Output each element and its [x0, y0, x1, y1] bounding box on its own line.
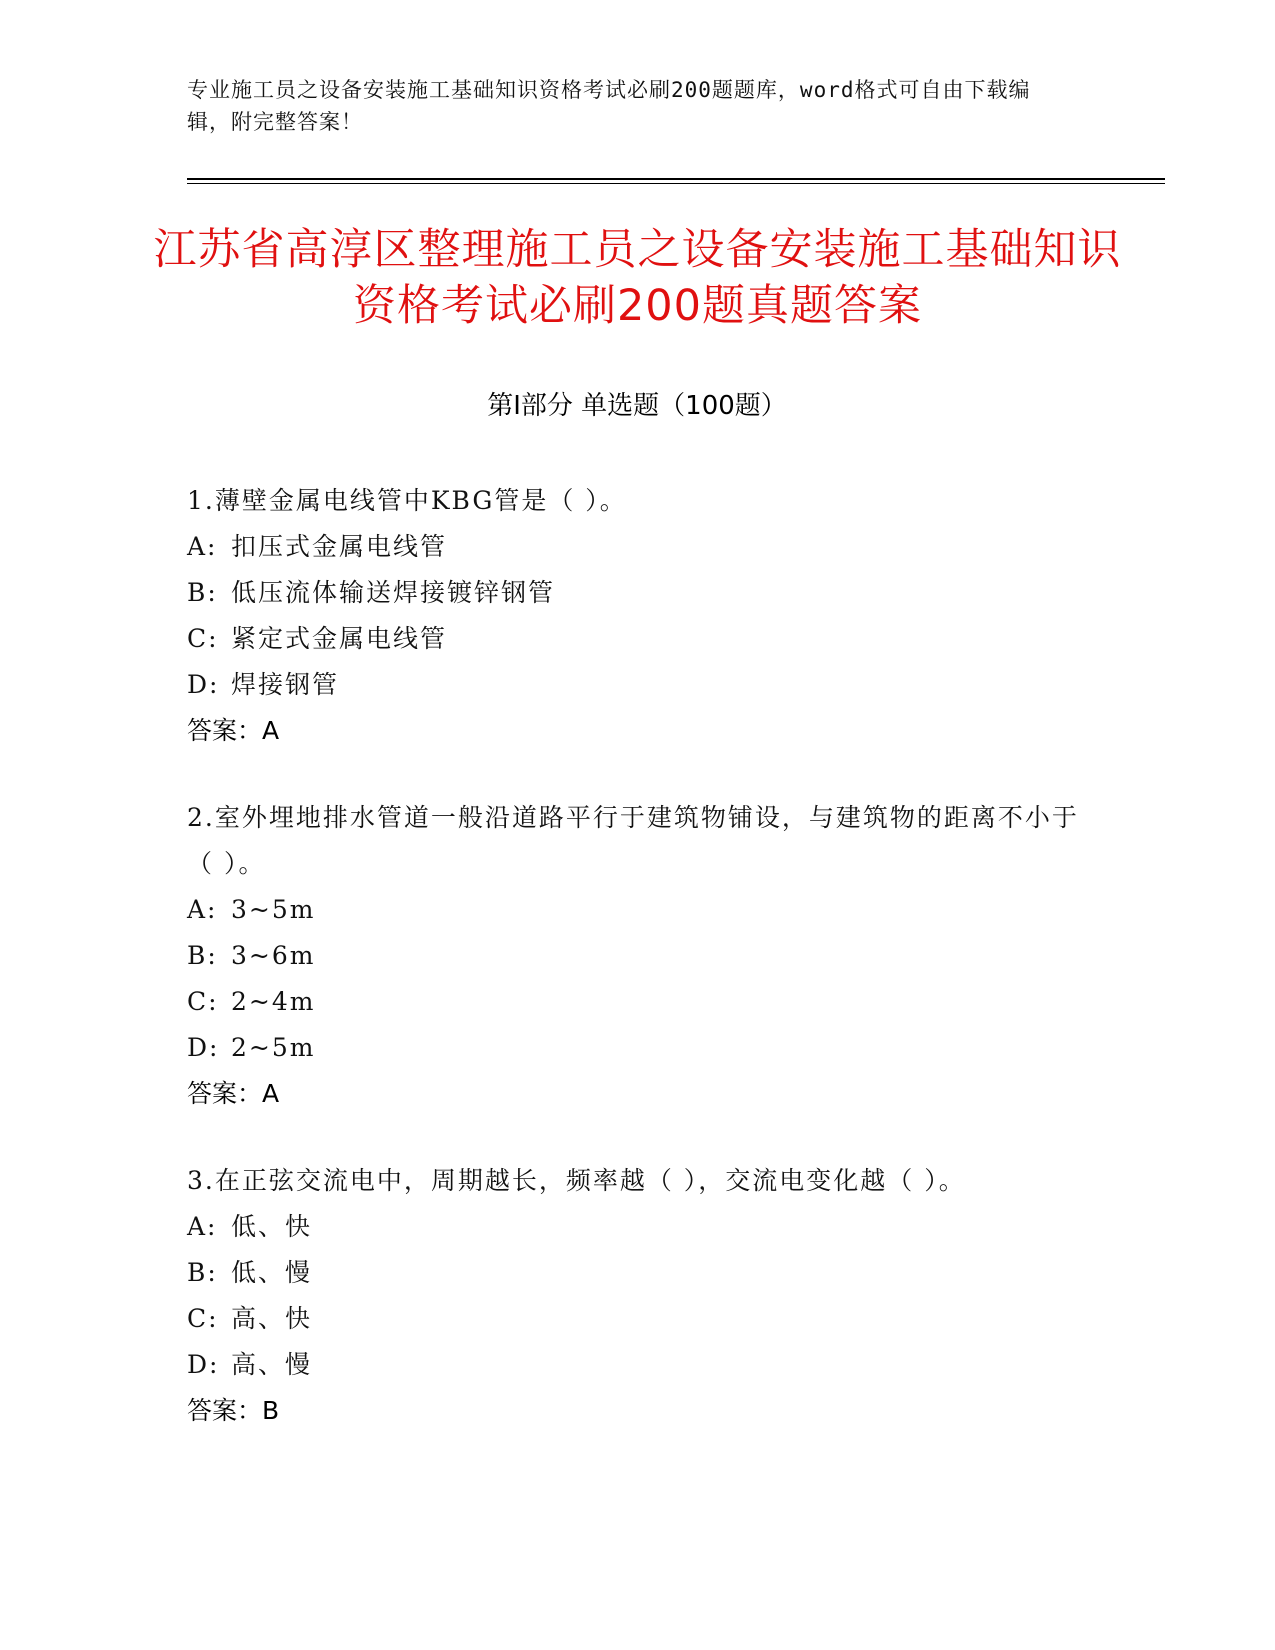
option-letter: A:	[187, 1212, 218, 1241]
question-stem: 2.室外埋地排水管道一般沿道路平行于建筑物铺设，与建筑物的距离不小于（ ）。	[187, 803, 1079, 878]
answer-value: A	[262, 716, 280, 745]
option-c	[187, 979, 1087, 1025]
option-letter: A:	[187, 895, 218, 924]
option-letter: D:	[187, 1350, 220, 1379]
answer-label: 答案：	[187, 716, 263, 745]
answer-label: 答案：	[187, 1396, 263, 1425]
option-text: 2~4m	[231, 987, 316, 1016]
answer-label: 答案：	[187, 1079, 263, 1108]
option-text: 低、慢	[231, 1258, 313, 1287]
option-text: 3~5m	[231, 895, 316, 924]
question-2	[187, 795, 1087, 1117]
option-letter: C:	[187, 987, 219, 1016]
option-letter: B:	[187, 578, 218, 607]
option-a	[187, 887, 1087, 933]
option-letter: C:	[187, 1304, 219, 1333]
option-a	[187, 1204, 1087, 1250]
option-d	[187, 1025, 1087, 1071]
option-b	[187, 933, 1087, 979]
option-letter: B:	[187, 941, 218, 970]
option-letter: D:	[187, 670, 220, 699]
option-text: 焊接钢管	[231, 670, 340, 699]
option-text: 低压流体输送焊接镀锌钢管	[231, 578, 556, 607]
question-1	[187, 478, 1087, 754]
answer-value: A	[262, 1079, 280, 1108]
header-rule-thick	[187, 178, 1165, 180]
option-c	[187, 616, 1087, 662]
option-b	[187, 570, 1087, 616]
option-d	[187, 1342, 1087, 1388]
option-text: 紧定式金属电线管	[231, 624, 448, 653]
answer-line	[187, 1388, 1087, 1434]
option-text: 扣压式金属电线管	[231, 532, 448, 561]
question-stem: 1.薄壁金属电线管中KBG管是（ ）。	[187, 486, 627, 515]
option-text: 3~6m	[231, 941, 316, 970]
option-text: 高、快	[231, 1304, 313, 1333]
option-letter: A:	[187, 532, 218, 561]
option-b	[187, 1250, 1087, 1296]
question-list	[187, 478, 1087, 1475]
answer-value: B	[262, 1396, 280, 1425]
header-note: 专业施工员之设备安装施工基础知识资格考试必刷200题题库，word格式可自由下载编辑，附完整答案！	[187, 78, 1031, 134]
header-rule-thin	[187, 183, 1165, 184]
document-title: 江苏省高淳区整理施工员之设备安装施工基础知识资格考试必刷200题真题答案	[153, 225, 1122, 331]
option-letter: B:	[187, 1258, 218, 1287]
question-stem: 3.在正弦交流电中，周期越长，频率越（ ），交流电变化越（ ）。	[187, 1166, 966, 1195]
section-title: 第Ⅰ部分 单选题（100题）	[487, 391, 787, 421]
question-3	[187, 1158, 1087, 1434]
option-letter: D:	[187, 1033, 220, 1062]
answer-line	[187, 1071, 1087, 1117]
option-d	[187, 662, 1087, 708]
option-text: 高、慢	[231, 1350, 313, 1379]
option-text: 2~5m	[231, 1033, 316, 1062]
option-c	[187, 1296, 1087, 1342]
option-a	[187, 524, 1087, 570]
option-text: 低、快	[231, 1212, 313, 1241]
answer-line	[187, 708, 1087, 754]
option-letter: C:	[187, 624, 219, 653]
